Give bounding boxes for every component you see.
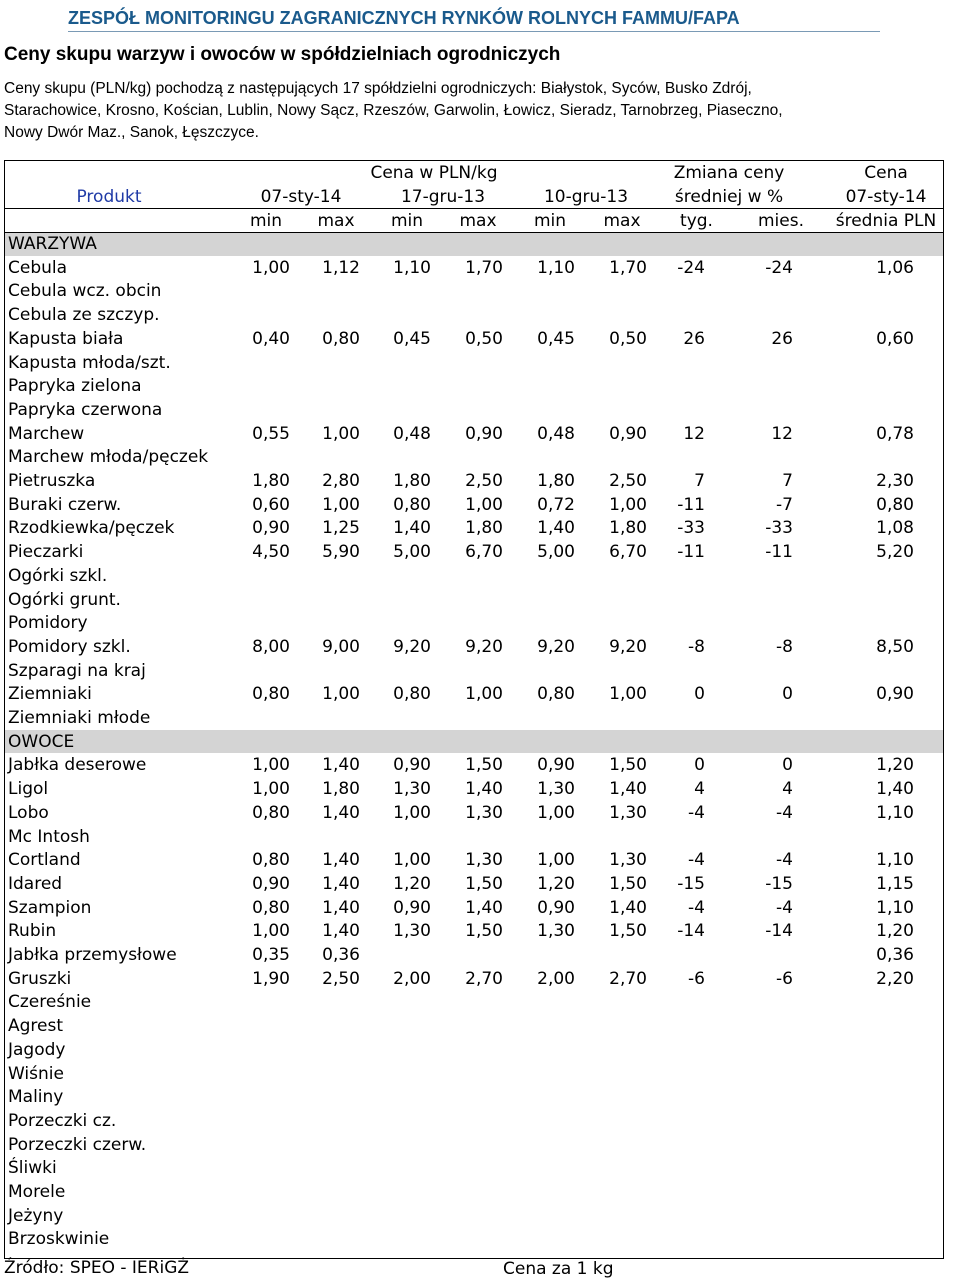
value-cell: 1,80 (537, 471, 575, 491)
value-cell: 1,00 (609, 494, 647, 515)
value-cell: 1,40 (322, 897, 360, 918)
value-cell: -11 (677, 494, 705, 515)
value-cell: 1,80 (609, 518, 647, 539)
product-name: Cebula (8, 257, 68, 278)
table-row (4, 303, 944, 327)
value-cell: 7 (782, 471, 793, 491)
value-cell: 4,50 (252, 542, 290, 563)
table-row (4, 706, 944, 730)
value-cell: -15 (677, 873, 705, 894)
product-name: Pomidory szkl. (8, 636, 131, 657)
price-table (4, 160, 944, 1258)
value-cell: 0,48 (393, 423, 431, 444)
value-cell: -11 (765, 542, 793, 563)
value-cell: 2,50 (609, 471, 647, 491)
table-left-border (4, 160, 5, 1258)
table-row (4, 398, 944, 422)
header-date-2: 17-gru-13 (400, 187, 486, 207)
value-cell: 1,50 (609, 755, 647, 776)
table-row (4, 327, 944, 351)
value-cell: 1,90 (252, 968, 290, 989)
value-cell: 1,08 (876, 518, 914, 539)
value-cell: 0,72 (537, 494, 575, 515)
value-cell: 1,50 (465, 873, 503, 894)
value-cell: 1,00 (393, 802, 431, 823)
value-cell: 0,80 (252, 897, 290, 918)
value-cell: 6,70 (465, 542, 503, 563)
table-row (4, 1180, 944, 1204)
value-cell: 0,90 (609, 423, 647, 444)
value-cell: 1,40 (393, 518, 431, 539)
value-cell: 0 (694, 755, 705, 776)
table-row (4, 1227, 944, 1251)
value-cell: 4 (782, 779, 793, 800)
product-name: Porzeczki czerw. (8, 1134, 147, 1155)
value-cell: 1,00 (322, 423, 360, 444)
value-cell: -4 (776, 897, 793, 918)
value-cell: 0,48 (537, 423, 575, 444)
section-label: OWOCE (8, 731, 75, 752)
value-cell: 0,80 (322, 328, 360, 349)
value-cell: 9,20 (609, 636, 647, 657)
value-cell: 2,30 (876, 471, 914, 491)
value-cell: 1,10 (876, 802, 914, 823)
intro-line: Ceny skupu (PLN/kg) pochodzą z następujących 17 spółdzielni ogrodniczych: Białystok, Syców, Busko Zdrój, (4, 80, 752, 97)
value-cell: 1,50 (609, 873, 647, 894)
value-cell: 2,50 (322, 968, 360, 989)
table-row (4, 279, 944, 303)
value-cell: 1,00 (252, 257, 290, 278)
value-cell: 0,80 (876, 494, 914, 515)
value-cell: -4 (688, 897, 705, 918)
header-change-line1: Zmiana ceny (673, 163, 785, 183)
table-row (4, 990, 944, 1014)
value-cell: -33 (765, 518, 793, 539)
product-name: Cebula wcz. obcin (8, 281, 162, 302)
table-right-border (943, 160, 944, 1258)
header-max: max (317, 211, 355, 231)
value-cell: 1,40 (322, 755, 360, 776)
value-cell: -14 (765, 921, 793, 942)
value-cell: 0,36 (322, 945, 360, 965)
header-avg-line1: Cena (864, 163, 908, 183)
product-name: Pietruszka (8, 471, 96, 491)
value-cell: 1,40 (322, 802, 360, 823)
value-cell: 1,30 (393, 779, 431, 800)
value-cell: 0,90 (465, 423, 503, 444)
value-cell: -8 (776, 636, 793, 657)
value-cell: 12 (683, 423, 705, 444)
value-cell: 1,15 (876, 873, 914, 894)
product-name: Cebula ze szczyp. (8, 305, 160, 326)
table-row (4, 588, 944, 612)
value-cell: -4 (776, 850, 793, 871)
value-cell: 5,20 (876, 542, 914, 563)
table-row (4, 445, 944, 469)
value-cell: 1,40 (876, 779, 914, 800)
value-cell: 0,50 (609, 328, 647, 349)
product-name: Ogórki grunt. (8, 589, 121, 610)
table-row (4, 1109, 944, 1133)
value-cell: -24 (765, 257, 793, 278)
header-price-group: Cena w PLN/kg (370, 163, 498, 183)
value-cell: 0 (782, 684, 793, 705)
table-row (4, 635, 944, 659)
value-cell: 1,40 (322, 873, 360, 894)
product-name: Ligol (8, 779, 49, 800)
header-divider-line (4, 208, 944, 209)
table-row (4, 493, 944, 517)
value-cell: 8,50 (876, 636, 914, 657)
value-cell: 1,50 (465, 755, 503, 776)
value-cell: 1,12 (322, 257, 360, 278)
header-min: min (390, 211, 424, 231)
product-name: Mc Intosh (8, 826, 90, 847)
header-month: mies. (757, 211, 804, 231)
intro-line: Starachowice, Krosno, Kościan, Lublin, Nowy Sącz, Rzeszów, Garwolin, Łowicz, Sieradz, Tarnobrzeg, Piaseczno, (4, 102, 783, 119)
value-cell: 0,90 (537, 755, 575, 776)
value-cell: 1,10 (876, 897, 914, 918)
product-name: Marchew młoda/pęczek (8, 447, 209, 468)
table-row (4, 540, 944, 564)
value-cell: 0,90 (393, 897, 431, 918)
value-cell: 6,70 (609, 542, 647, 563)
table-top-border (4, 160, 944, 161)
product-name: Rzodkiewka/pęczek (8, 518, 175, 539)
value-cell: 2,00 (537, 968, 575, 989)
header-min: min (249, 211, 283, 231)
product-name: Ziemniaki (8, 684, 92, 705)
value-cell: 4 (694, 779, 705, 800)
table-row (4, 753, 944, 777)
product-name: Papryka zielona (8, 376, 142, 397)
value-cell: 1,40 (465, 897, 503, 918)
header-avg-pln: średnia PLN (835, 211, 937, 231)
value-cell: -11 (677, 542, 705, 563)
source-note: Źródło: SPEO - IERiGŻ (4, 1258, 190, 1278)
value-cell: 1,00 (609, 684, 647, 705)
value-cell: 1,40 (537, 518, 575, 539)
value-cell: 2,80 (322, 471, 360, 491)
value-cell: 9,00 (322, 636, 360, 657)
value-cell: 0,80 (393, 684, 431, 705)
value-cell: 1,00 (252, 779, 290, 800)
value-cell: 0,78 (876, 423, 914, 444)
table-row (4, 825, 944, 849)
table-row (4, 1062, 944, 1086)
value-cell: 1,00 (322, 494, 360, 515)
table-row (4, 611, 944, 635)
value-cell: 5,00 (393, 542, 431, 563)
value-cell: 1,30 (537, 779, 575, 800)
value-cell: 0,90 (876, 684, 914, 705)
value-cell: 0,90 (252, 518, 290, 539)
table-row (4, 469, 944, 493)
table-row (4, 422, 944, 446)
product-name: Jabłka deserowe (8, 755, 147, 776)
value-cell: 1,20 (537, 873, 575, 894)
value-cell: -7 (776, 494, 793, 515)
value-cell: -15 (765, 873, 793, 894)
header-avg-line2: 07-sty-14 (845, 187, 927, 207)
value-cell: 1,30 (465, 850, 503, 871)
product-name: Czereśnie (8, 992, 92, 1013)
value-cell: 1,20 (876, 755, 914, 776)
value-cell: 1,06 (876, 257, 914, 278)
product-name: Lobo (8, 802, 49, 823)
value-cell: 0,80 (393, 494, 431, 515)
product-name: Buraki czerw. (8, 494, 122, 515)
table-row (4, 1014, 944, 1038)
value-cell: 1,00 (322, 684, 360, 705)
table-row (4, 1156, 944, 1180)
header-divider (68, 31, 880, 32)
value-cell: 1,00 (537, 850, 575, 871)
value-cell: 1,80 (393, 471, 431, 491)
value-cell: 2,70 (465, 968, 503, 989)
value-cell: -14 (677, 921, 705, 942)
section-label-row (4, 232, 944, 256)
header-change-line2: średniej w % (674, 187, 784, 207)
value-cell: 8,00 (252, 636, 290, 657)
value-cell: 1,30 (609, 850, 647, 871)
product-name: Brzoskwinie (8, 1229, 110, 1250)
value-cell: 0,45 (537, 328, 575, 349)
table-row (4, 351, 944, 375)
product-name: Jeżyny (8, 1205, 64, 1226)
value-cell: 0,90 (393, 755, 431, 776)
value-cell: 0 (694, 684, 705, 705)
product-name: Pomidory (8, 613, 88, 634)
intro-line: Nowy Dwór Maz., Sanok, Łęszczyce. (4, 124, 259, 141)
value-cell: 0,90 (252, 873, 290, 894)
product-name: Kapusta biała (8, 328, 124, 349)
header-max: max (603, 211, 641, 231)
value-cell: 0,50 (465, 328, 503, 349)
product-name: Marchew (8, 423, 85, 444)
value-cell: 2,50 (465, 471, 503, 491)
value-cell: 1,80 (322, 779, 360, 800)
value-cell: 1,00 (252, 921, 290, 942)
value-cell: -6 (776, 968, 793, 989)
value-cell: 7 (694, 471, 705, 491)
organization-title: ZESPÓŁ MONITORINGU ZAGRANICZNYCH RYNKÓW ROLNYCH FAMMU/FAPA (68, 8, 740, 28)
product-name: Pieczarki (8, 542, 84, 563)
product-name: Kapusta młoda/szt. (8, 352, 171, 373)
product-name: Agrest (8, 1016, 64, 1037)
value-cell: 5,90 (322, 542, 360, 563)
value-cell: 2,70 (609, 968, 647, 989)
product-name: Ogórki szkl. (8, 565, 108, 586)
value-cell: 26 (683, 328, 705, 349)
table-row (4, 1204, 944, 1228)
value-cell: -33 (677, 518, 705, 539)
value-cell: 5,00 (537, 542, 575, 563)
value-cell: 0,55 (252, 423, 290, 444)
value-cell: 1,00 (537, 802, 575, 823)
value-cell: 1,30 (465, 802, 503, 823)
table-row (4, 682, 944, 706)
value-cell: 1,25 (322, 518, 360, 539)
product-name: Szampion (8, 897, 92, 918)
value-cell: 2,20 (876, 968, 914, 989)
value-cell: 1,50 (465, 921, 503, 942)
table-row (4, 872, 944, 896)
header-bottom-line (4, 232, 944, 233)
value-cell: -8 (688, 636, 705, 657)
product-name: Porzeczki cz. (8, 1110, 117, 1131)
value-cell: 2,00 (393, 968, 431, 989)
header-product: Produkt (76, 187, 142, 207)
value-cell: 1,00 (252, 755, 290, 776)
value-cell: 1,00 (465, 684, 503, 705)
table-row (4, 777, 944, 801)
table-row (4, 374, 944, 398)
product-name: Wiśnie (8, 1063, 64, 1084)
section-label-row (4, 730, 944, 754)
value-cell: -4 (688, 802, 705, 823)
value-cell: 1,80 (465, 518, 503, 539)
product-name: Morele (8, 1182, 66, 1202)
table-row (4, 256, 944, 280)
value-cell: 1,50 (609, 921, 647, 942)
value-cell: 0 (782, 755, 793, 776)
value-cell: 0,80 (252, 684, 290, 705)
value-cell: -6 (688, 968, 705, 989)
header-max: max (459, 211, 497, 231)
value-cell: 1,30 (537, 921, 575, 942)
value-cell: 1,40 (609, 779, 647, 800)
value-cell: 1,10 (537, 257, 575, 278)
product-name: Papryka czerwona (8, 399, 163, 420)
value-cell: 0,40 (252, 328, 290, 349)
product-name: Jabłka przemysłowe (8, 945, 177, 965)
value-cell: 1,40 (322, 850, 360, 871)
table-row (4, 564, 944, 588)
table-row (4, 919, 944, 943)
table-row (4, 848, 944, 872)
value-cell: 0,80 (252, 850, 290, 871)
value-cell: 12 (771, 423, 793, 444)
product-name: Cortland (8, 850, 81, 871)
value-cell: 1,30 (393, 921, 431, 942)
value-cell: 0,80 (252, 802, 290, 823)
value-cell: 9,20 (537, 636, 575, 657)
value-cell: 1,00 (393, 850, 431, 871)
product-name: Śliwki (8, 1158, 57, 1179)
value-cell: 0,80 (537, 684, 575, 705)
header-min: min (533, 211, 567, 231)
value-cell: 1,70 (465, 257, 503, 278)
value-cell: 1,80 (252, 471, 290, 491)
table-row (4, 896, 944, 920)
table-row (4, 943, 944, 967)
table-row (4, 516, 944, 540)
product-name: Maliny (8, 1087, 64, 1108)
value-cell: -4 (688, 850, 705, 871)
value-cell: 1,40 (609, 897, 647, 918)
value-cell: 1,40 (465, 779, 503, 800)
value-cell: 1,10 (876, 850, 914, 871)
header-date-3: 10-gru-13 (543, 187, 629, 207)
value-cell: 0,36 (876, 945, 914, 965)
value-cell: 1,70 (609, 257, 647, 278)
value-cell: 1,30 (609, 802, 647, 823)
value-cell: 0,60 (876, 328, 914, 349)
value-cell: 1,10 (393, 257, 431, 278)
table-row (4, 1038, 944, 1062)
page-title: Ceny skupu warzyw i owoców w spółdzielniach ogrodniczych (4, 44, 561, 65)
value-cell: 0,90 (537, 897, 575, 918)
value-cell: 1,40 (322, 921, 360, 942)
product-name: Jagody (8, 1039, 66, 1060)
intro-paragraph (4, 78, 904, 144)
product-name: Ziemniaki młode (8, 708, 151, 728)
product-name: Rubin (8, 921, 57, 942)
value-cell: 9,20 (393, 636, 431, 657)
header-date-1: 07-sty-14 (260, 187, 342, 207)
value-cell: 1,20 (876, 921, 914, 942)
product-name: Gruszki (8, 968, 72, 989)
value-cell: 1,20 (393, 873, 431, 894)
value-cell: 26 (771, 328, 793, 349)
value-cell: 9,20 (465, 636, 503, 657)
header-week: tyg. (680, 211, 713, 231)
value-cell: -24 (677, 257, 705, 278)
section-label: WARZYWA (8, 234, 97, 254)
table-row (4, 659, 944, 683)
value-cell: 1,00 (465, 494, 503, 515)
table-row (4, 967, 944, 991)
value-cell: 0,60 (252, 494, 290, 515)
product-name: Idared (8, 873, 63, 894)
product-name: Szparagi na kraj (8, 660, 146, 681)
value-cell: -4 (776, 802, 793, 823)
value-cell: 0,35 (252, 945, 290, 965)
table-row (4, 1085, 944, 1109)
value-cell: 0,45 (393, 328, 431, 349)
table-row (4, 801, 944, 825)
table-row (4, 1133, 944, 1157)
unit-note: Cena za 1 kg (503, 1259, 614, 1279)
